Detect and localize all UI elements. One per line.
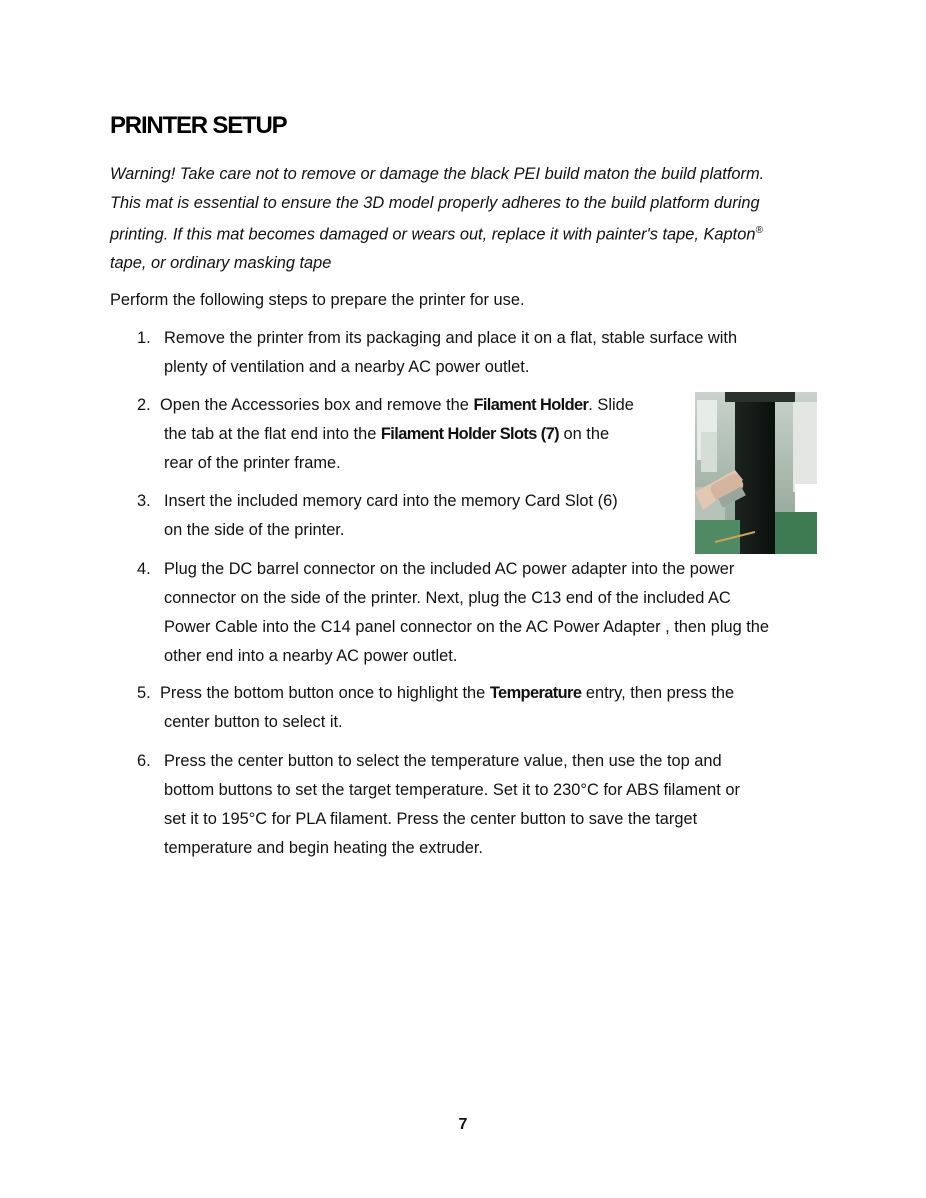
page-title: PRINTER SETUP	[110, 112, 287, 139]
step-line: center button to select it.	[164, 713, 343, 731]
step-line: Open the Accessories box and remove the Filament Holder. Slide	[160, 396, 634, 414]
step-line: Press the center button to select the temperature value, then use the top and	[164, 752, 722, 770]
step-line: on the side of the printer.	[164, 521, 345, 539]
step-line: Remove the printer from its packaging and place it on a flat, stable surface with	[164, 329, 738, 347]
filament-holder-slots-term: Filament Holder Slots (7)	[380, 425, 559, 443]
step-number: 5.	[137, 684, 151, 702]
step-number: 2.	[137, 396, 151, 414]
step-line: Insert the included memory card into the memory Card Slot (6)	[164, 492, 618, 510]
step-line: plenty of ventilation and a nearby AC power outlet.	[164, 358, 530, 376]
temperature-term: Temperature	[489, 684, 582, 702]
step-line: other end into a nearby AC power outlet.	[164, 647, 458, 665]
warning-line: Warning! Take care not to remove or damage the black PEI build maton the build platform.	[110, 165, 765, 183]
warning-note	[110, 160, 870, 277]
step-line: bottom buttons to set the target temperature. Set it to 230°C for ABS filament or	[164, 781, 740, 799]
step-line: temperature and begin heating the extruder.	[164, 839, 483, 857]
filament-holder-photo	[695, 392, 817, 554]
warning-line: This mat is essential to ensure the 3D model properly adheres to the build platform during	[110, 193, 760, 212]
filament-holder-photo-image	[695, 392, 817, 554]
step-number: 1.	[137, 329, 151, 347]
registered-mark: ®	[755, 225, 763, 236]
filament-holder-term: Filament Holder	[473, 396, 589, 414]
step-line: the tab at the flat end into the Filament Holder Slots (7) on the	[164, 425, 610, 443]
step-line: Plug the DC barrel connector on the included AC power adapter into the power	[164, 560, 735, 578]
step-line: rear of the printer frame.	[164, 454, 341, 472]
warning-line: tape, or ordinary masking tape	[110, 253, 332, 272]
step-number: 3.	[137, 492, 151, 510]
step-line: Power Cable into the C14 panel connector on the AC Power Adapter , then plug the	[164, 618, 770, 636]
step-line: connector on the side of the printer. Next, plug the C13 end of the included AC	[164, 589, 731, 607]
page-number: 7	[458, 1116, 468, 1133]
step-line: set it to 195°C for PLA filament. Press the center button to save the target	[164, 810, 698, 828]
intro-text: Perform the following steps to prepare the printer for use.	[110, 291, 525, 309]
warning-line: printing. If this mat becomes damaged or wears out, replace it with painter's tape, Kapton®	[110, 225, 763, 244]
step-line: Press the bottom button once to highlight the Temperature entry, then press the	[160, 684, 735, 702]
step-number: 6.	[137, 752, 151, 770]
step-number: 4.	[137, 560, 151, 578]
